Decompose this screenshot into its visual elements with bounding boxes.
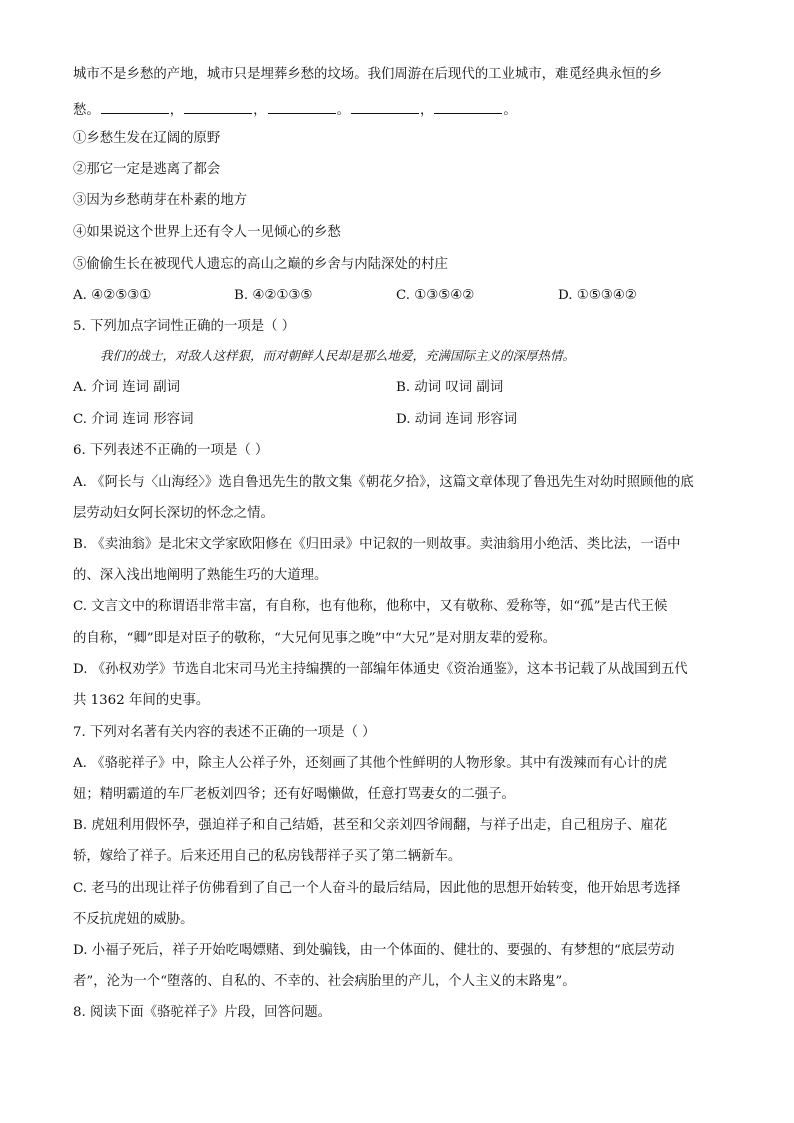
sentence-3: ③因为乡愁萌芽在朴素的地方	[73, 193, 248, 208]
blank-separator: 。	[503, 103, 517, 118]
q6-stem: 6. 下列表述不正确的一项是（ ）	[73, 443, 269, 458]
q7-option-b-line-1[interactable]: B. 虎妞利用假怀孕，强迫祥子和自己结婚，甚至和父亲刘四爷闹翻，与祥子出走，自己租房子、雇花	[73, 818, 668, 833]
q4-option-b[interactable]: B. ④②①③⑤	[234, 288, 313, 303]
blank-separator: 。	[336, 103, 350, 118]
blank-separator: ，	[419, 103, 434, 118]
q7-option-c-line-1[interactable]: C. 老马的出现让祥子仿佛看到了自己一个人奋斗的最后结局，因此他的思想开始转变，他开始思考选择	[73, 881, 681, 896]
sentence-5: ⑤偷偷生长在被现代人遗忘的高山之巅的乡舍与内陆深处的村庄	[73, 257, 448, 272]
q5-option-a[interactable]: A. 介词 连词 副词	[73, 380, 181, 395]
q7-option-a-line-2[interactable]: 妞；精明霸道的车厂老板刘四爷；还有好喝懒做，任意打骂妻女的二强子。	[73, 787, 515, 802]
q5-option-b[interactable]: B. 动词 叹词 副词	[396, 380, 504, 395]
q6-option-a-line-1[interactable]: A. 《阿长与〈山海经〉》选自鲁迅先生的散文集《朝花夕拾》，这篇文章体现了鲁迅先生对幼时照顾他的底	[73, 475, 694, 490]
q5-stem: 5. 下列加点字词性正确的一项是（ ）	[73, 319, 296, 334]
q5-option-c[interactable]: C. 介词 连词 形容词	[73, 412, 194, 427]
q6-option-c-line-2[interactable]: 的自称，“卿”即是对臣子的敬称，“大兄何见事之晚”中“大兄”是对朋友辈的爱称。	[73, 631, 556, 646]
q5-option-d[interactable]: D. 动词 连词 形容词	[396, 412, 518, 427]
answer-blank-3[interactable]	[268, 100, 336, 114]
answer-blank-1[interactable]	[101, 100, 169, 114]
q6-option-d-line-2[interactable]: 共 1362 年间的史事。	[73, 693, 210, 708]
q7-option-a-line-1[interactable]: A. 《骆驼祥子》中，除主人公祥子外，还刻画了其他个性鲜明的人物形象。其中有泼辣而有心计的虎	[73, 756, 667, 771]
q6-option-c-line-1[interactable]: C. 文言文中的称谓语非常丰富，有自称，也有他称，他称中，又有敬称、爱称等，如“孤”是古代王候	[73, 599, 668, 614]
q6-option-b-line-1[interactable]: B. 《卖油翁》是北宋文学家欧阳修在《归田录》中记叙的一则故事。卖油翁用小绝活、类比法，一语中	[73, 537, 681, 552]
answer-blank-2[interactable]	[184, 100, 252, 114]
q6-option-a-line-2[interactable]: 层劳动妇女阿长深切的怀念之情。	[73, 506, 274, 521]
q6-option-d-line-1[interactable]: D. 《孙权劝学》节选自北宋司马光主持编撰的一部编年体通史《资治通鉴》，这本书记载了从战国到五代	[73, 662, 688, 677]
sentence-1: ①乡愁生发在辽阔的原野	[73, 131, 221, 146]
q7-option-d-line-1[interactable]: D. 小福子死后，祥子开始吃喝嫖赌、到处骗钱，由一个体面的、健壮的、要强的、有梦想的“底层劳动	[73, 943, 675, 958]
intro-line-2	[73, 100, 517, 120]
q4-option-c[interactable]: C. ①③⑤④②	[396, 288, 475, 303]
blank-separator: ，	[253, 103, 267, 118]
q7-option-d-line-2[interactable]: 者”，沦为一个“堕落的、自私的、不幸的、社会病胎里的产儿，个人主义的末路鬼”。	[73, 974, 576, 989]
q7-option-b-line-2[interactable]: 轿，嫁给了祥子。后来还用自己的私房钱帮祥子买了第二辆新车。	[73, 849, 462, 864]
blank-separator: ，	[169, 103, 184, 118]
q4-option-d[interactable]: D. ①⑤③④②	[558, 288, 637, 303]
q7-option-c-line-2[interactable]: 不反抗虎妞的威胁。	[73, 912, 194, 927]
q5-quote: 我们的战士，对敌人这样狠，而对朝鲜人民却是那么地爱，充满国际主义的深厚热情。	[100, 348, 576, 363]
q4-option-a[interactable]: A. ④②⑤③①	[73, 288, 152, 303]
intro-line-2-lead: 愁。	[73, 103, 100, 118]
intro-line-1: 城市不是乡愁的产地，城市只是埋葬乡愁的坟场。我们周游在后现代的工业城市，难觅经典永恒的乡	[73, 67, 663, 82]
q6-option-b-line-2[interactable]: 的、深入浅出地阐明了熟能生巧的大道理。	[73, 568, 328, 583]
q8-stem: 8. 阅读下面《骆驼祥子》片段，回答问题。	[73, 1005, 332, 1020]
answer-blank-5[interactable]	[434, 100, 502, 114]
answer-blank-4[interactable]	[351, 100, 419, 114]
sentence-4: ④如果说这个世界上还有令人一见倾心的乡愁	[73, 225, 341, 240]
q7-stem: 7. 下列对名著有关内容的表述不正确的一项是（ ）	[73, 725, 376, 740]
sentence-2: ②那它一定是逃离了都会	[73, 162, 221, 177]
